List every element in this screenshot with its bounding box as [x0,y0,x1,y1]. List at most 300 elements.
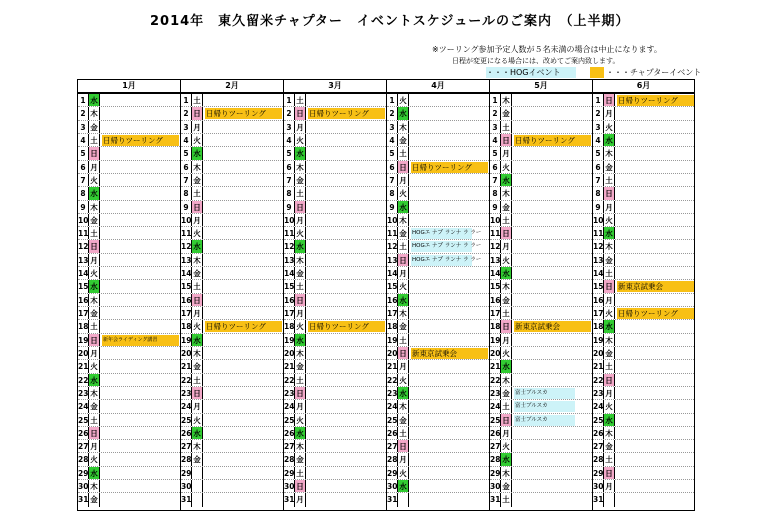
day-row [387,387,489,400]
day-number: 20 [387,348,398,358]
day-number: 6 [490,161,501,173]
weekday-cell: 土 [295,94,306,106]
day-row [78,174,180,187]
weekday-cell: 日 [604,374,615,386]
day-row [387,187,489,200]
day-row [490,320,592,333]
day-row [181,280,283,293]
month-column [284,80,387,510]
day-number: 5 [593,147,604,159]
day-number: 17 [181,309,192,318]
weekday-cell: 月 [192,307,203,319]
day-row [490,414,592,427]
weekday-cell: 土 [501,493,512,506]
weekday-cell: 木 [604,427,615,439]
day-number: 30 [78,482,89,492]
day-row [490,240,592,253]
day-number: 7 [78,174,89,186]
hog-event: HOGエ ナプ ランナ ラ ラー [411,241,472,252]
day-row [490,121,592,134]
weekday-cell: 日 [501,414,512,426]
day-number: 31 [490,493,501,506]
day-row [387,440,489,453]
day-row [78,187,180,200]
weekday-cell [192,467,203,479]
day-number: 21 [284,362,295,372]
day-number: 25 [284,415,295,425]
weekday-cell: 日 [89,427,100,439]
day-number: 6 [78,161,89,173]
day-row [284,134,386,147]
weekday-cell: 日 [295,294,306,306]
day-number: 4 [387,134,398,146]
weekday-cell: 金 [89,493,100,506]
weekday-cell: 月 [604,480,615,492]
day-number: 17 [593,309,604,318]
weekday-cell: 金 [501,201,512,213]
day-row [78,387,180,400]
day-number: 11 [490,229,501,239]
weekday-cell: 木 [89,107,100,119]
day-row [490,267,592,280]
day-number: 9 [387,201,398,213]
day-number: 14 [387,269,398,279]
weekday-cell: 土 [192,280,203,292]
weekday-cell: 水 [89,280,100,292]
day-row [490,480,592,493]
hog-event: 富士ブルスカ [514,415,575,426]
day-number: 6 [593,161,604,173]
day-number: 16 [78,295,89,305]
day-number: 6 [387,161,398,173]
day-number: 21 [387,362,398,372]
weekday-cell: 水 [295,334,306,346]
day-number: 1 [284,94,295,106]
day-row [593,493,694,506]
weekday-cell: 日 [295,201,306,213]
day-number: 8 [593,187,604,199]
day-number: 28 [387,455,398,465]
day-number: 6 [181,161,192,173]
day-row [284,294,386,307]
day-number: 16 [181,295,192,305]
weekday-cell: 水 [398,107,409,119]
day-row [181,201,283,214]
day-row [181,107,283,120]
day-row [593,307,694,320]
day-number: 20 [181,348,192,358]
weekday-cell [192,480,203,492]
weekday-cell: 水 [501,174,512,186]
day-row [593,414,694,427]
day-row [490,427,592,440]
day-row [78,227,180,240]
day-row [78,453,180,466]
day-row [593,400,694,413]
hog-event: HOGエ ナプ ランナ ラ ラー [411,255,472,266]
day-row [284,334,386,347]
weekday-cell: 木 [398,121,409,133]
day-number: 7 [284,174,295,186]
day-row [593,440,694,453]
weekday-cell: 日 [295,480,306,492]
weekday-cell: 木 [89,201,100,213]
day-row [78,107,180,120]
weekday-cell: 木 [501,187,512,199]
chapter-event: 日帰りツーリング [617,95,694,106]
weekday-cell [398,493,409,506]
day-row [181,387,283,400]
day-row [593,121,694,134]
weekday-cell: 日 [398,440,409,452]
day-number: 8 [181,187,192,199]
weekday-cell: 金 [295,453,306,465]
day-number: 11 [593,229,604,239]
day-number: 17 [78,309,89,318]
day-row [181,400,283,413]
day-number: 28 [284,455,295,465]
weekday-cell: 火 [501,347,512,359]
weekday-cell: 月 [295,214,306,226]
legend-chapter-event [590,67,700,78]
day-number: 24 [490,402,501,412]
weekday-cell: 日 [192,387,203,399]
day-row [387,254,489,267]
day-row [490,147,592,160]
day-row [181,294,283,307]
day-number: 26 [593,428,604,438]
day-row [181,227,283,240]
weekday-cell: 木 [604,240,615,252]
weekday-cell: 金 [398,134,409,146]
weekday-cell: 日 [501,227,512,239]
day-row [490,294,592,307]
day-row [181,161,283,174]
day-number: 10 [181,215,192,225]
day-row [593,187,694,200]
day-number: 1 [490,94,501,106]
weekday-cell: 日 [295,387,306,399]
weekday-cell: 火 [398,94,409,106]
day-row [284,147,386,160]
day-number: 16 [387,295,398,305]
weekday-cell: 水 [398,480,409,492]
day-number: 27 [593,442,604,452]
day-row [78,267,180,280]
day-row [593,427,694,440]
day-row [284,107,386,120]
weekday-cell: 月 [295,400,306,412]
day-row [490,174,592,187]
day-number: 29 [593,468,604,478]
day-number: 5 [181,147,192,159]
day-row [593,147,694,160]
weekday-cell: 日 [192,294,203,306]
weekday-cell: 土 [89,414,100,426]
day-number: 23 [593,388,604,398]
weekday-cell: 月 [192,400,203,412]
day-number: 19 [78,335,89,345]
weekday-cell: 木 [192,440,203,452]
day-number: 21 [181,362,192,372]
day-row [593,134,694,147]
day-row [181,174,283,187]
day-number: 25 [387,415,398,425]
day-number: 22 [284,375,295,385]
hog-event: 富士ブルスカ [514,401,575,412]
weekday-cell: 火 [192,227,203,239]
day-number: 12 [593,242,604,252]
day-number: 13 [593,255,604,265]
weekday-cell: 火 [501,440,512,452]
month-column [78,80,181,510]
day-number: 26 [181,428,192,438]
day-number: 27 [490,442,501,452]
weekday-cell: 木 [501,374,512,386]
day-row [593,174,694,187]
weekday-cell: 木 [89,294,100,306]
day-number: 17 [387,309,398,318]
day-number: 23 [181,388,192,398]
day-row [593,480,694,493]
day-number: 18 [181,322,192,332]
weekday-cell: 金 [604,347,615,359]
weekday-cell: 日 [89,147,100,159]
day-number: 5 [284,147,295,159]
day-row [78,360,180,373]
day-row [181,267,283,280]
day-number: 9 [181,201,192,213]
day-row [490,467,592,480]
day-number: 1 [181,94,192,106]
day-row [593,453,694,466]
weekday-cell: 月 [192,214,203,226]
hog-event: HOGエ ナプ ランナ ラ ラー [411,228,472,239]
day-number: 14 [490,269,501,279]
day-number: 28 [593,455,604,465]
weekday-cell: 水 [501,360,512,372]
day-row [284,387,386,400]
day-row [387,414,489,427]
weekday-cell: 土 [604,360,615,372]
day-row [593,240,694,253]
legend-chapter-label: ・・・チャプターイベント [606,68,702,77]
day-row [284,187,386,200]
day-row [181,347,283,360]
month-column [490,80,593,510]
weekday-cell: 月 [89,254,100,266]
weekday-cell: 木 [604,147,615,159]
day-number: 10 [284,215,295,225]
weekday-cell: 月 [89,347,100,359]
day-row [78,280,180,293]
day-number: 21 [490,362,501,372]
day-row [181,360,283,373]
day-row [284,347,386,360]
weekday-cell: 金 [501,480,512,492]
day-number: 8 [78,187,89,199]
weekday-cell: 金 [192,453,203,465]
day-number: 29 [387,468,398,478]
weekday-cell: 土 [192,187,203,199]
weekday-cell: 月 [89,440,100,452]
weekday-cell: 火 [295,320,306,332]
weekday-cell: 日 [501,320,512,332]
weekday-cell: 日 [604,280,615,292]
weekday-cell: 月 [604,387,615,399]
day-row [78,347,180,360]
day-number: 19 [387,335,398,345]
day-row [78,374,180,387]
weekday-cell: 土 [604,174,615,186]
day-row [387,201,489,214]
chapter-event: 日帰りツーリング [102,135,179,146]
weekday-cell: 水 [501,267,512,279]
day-number: 8 [284,187,295,199]
day-row [387,94,489,107]
weekday-cell: 日 [295,107,306,119]
day-number: 18 [387,322,398,332]
day-row [387,227,489,240]
weekday-cell: 水 [604,414,615,426]
day-row [593,294,694,307]
weekday-cell: 火 [501,161,512,173]
day-row [181,214,283,227]
day-number: 17 [490,309,501,318]
day-number: 30 [593,482,604,492]
day-row [284,121,386,134]
weekday-cell: 水 [89,467,100,479]
day-row [284,440,386,453]
day-row [78,147,180,160]
day-number: 18 [593,322,604,332]
weekday-cell: 火 [89,360,100,372]
day-number: 27 [181,442,192,452]
day-number: 10 [490,215,501,225]
day-row [490,280,592,293]
month-header: 4月 [387,80,489,94]
day-row [78,294,180,307]
day-number: 4 [181,134,192,146]
chapter-event: 日帰りツーリング [617,308,694,319]
chapter-event: 日帰りツーリング [308,108,385,119]
day-number: 25 [593,415,604,425]
day-number: 15 [284,282,295,292]
day-number: 3 [181,121,192,133]
day-row [593,267,694,280]
month-column [387,80,490,510]
chapter-event: 新東京試乗会 [617,281,694,292]
day-row [181,427,283,440]
weekday-cell: 水 [89,94,100,106]
day-number: 4 [490,134,501,146]
weekday-cell: 火 [295,134,306,146]
day-row [181,414,283,427]
day-row [593,94,694,107]
weekday-cell: 金 [501,387,512,399]
weekday-cell: 水 [295,147,306,159]
weekday-cell: 土 [604,267,615,279]
weekday-cell: 水 [604,320,615,332]
month-header: 1月 [78,80,180,94]
day-number: 2 [387,107,398,119]
weekday-cell: 水 [398,387,409,399]
day-number: 1 [593,94,604,106]
weekday-cell: 月 [501,147,512,159]
day-row [284,360,386,373]
day-row [78,201,180,214]
weekday-cell: 火 [398,374,409,386]
day-number: 2 [490,107,501,119]
day-number: 29 [490,468,501,478]
weekday-cell: 金 [501,107,512,119]
day-row [593,347,694,360]
day-row [490,201,592,214]
weekday-cell: 火 [398,467,409,479]
weekday-cell: 土 [89,227,100,239]
weekday-cell: 火 [192,414,203,426]
weekday-cell: 木 [89,480,100,492]
day-number: 25 [181,415,192,425]
day-number: 20 [593,348,604,358]
weekday-cell: 月 [398,267,409,279]
day-row [490,347,592,360]
weekday-cell: 水 [604,134,615,146]
day-number: 21 [78,362,89,372]
day-number: 31 [284,493,295,506]
weekday-cell: 金 [295,174,306,186]
weekday-cell: 土 [398,240,409,252]
day-number: 31 [387,493,398,506]
day-number: 20 [284,348,295,358]
day-number: 30 [387,482,398,492]
weekday-cell: 月 [295,307,306,319]
weekday-cell: 金 [89,214,100,226]
day-number: 4 [284,134,295,146]
weekday-cell: 火 [295,414,306,426]
note-schedule-change: 日程が変更になる場合には、改めてご案内致します。 [452,57,620,65]
weekday-cell: 金 [604,440,615,452]
weekday-cell: 土 [604,453,615,465]
day-row [387,480,489,493]
day-number: 18 [490,322,501,332]
day-row [593,387,694,400]
weekday-cell: 火 [604,400,615,412]
weekday-cell: 水 [192,240,203,252]
weekday-cell: 日 [398,347,409,359]
weekday-cell: 水 [604,227,615,239]
day-number: 1 [387,94,398,106]
weekday-cell: 土 [398,147,409,159]
day-number: 8 [387,187,398,199]
weekday-cell: 月 [501,334,512,346]
day-row [387,280,489,293]
weekday-cell: 火 [604,214,615,226]
weekday-cell: 金 [192,174,203,186]
weekday-cell: 木 [295,347,306,359]
day-number: 13 [387,255,398,265]
day-row [387,294,489,307]
day-number: 19 [181,335,192,345]
day-row [78,414,180,427]
weekday-cell: 水 [398,201,409,213]
day-number: 13 [181,255,192,265]
day-number: 7 [490,174,501,186]
weekday-cell: 金 [89,121,100,133]
day-row [387,320,489,333]
day-number: 17 [284,309,295,318]
weekday-cell: 金 [501,294,512,306]
